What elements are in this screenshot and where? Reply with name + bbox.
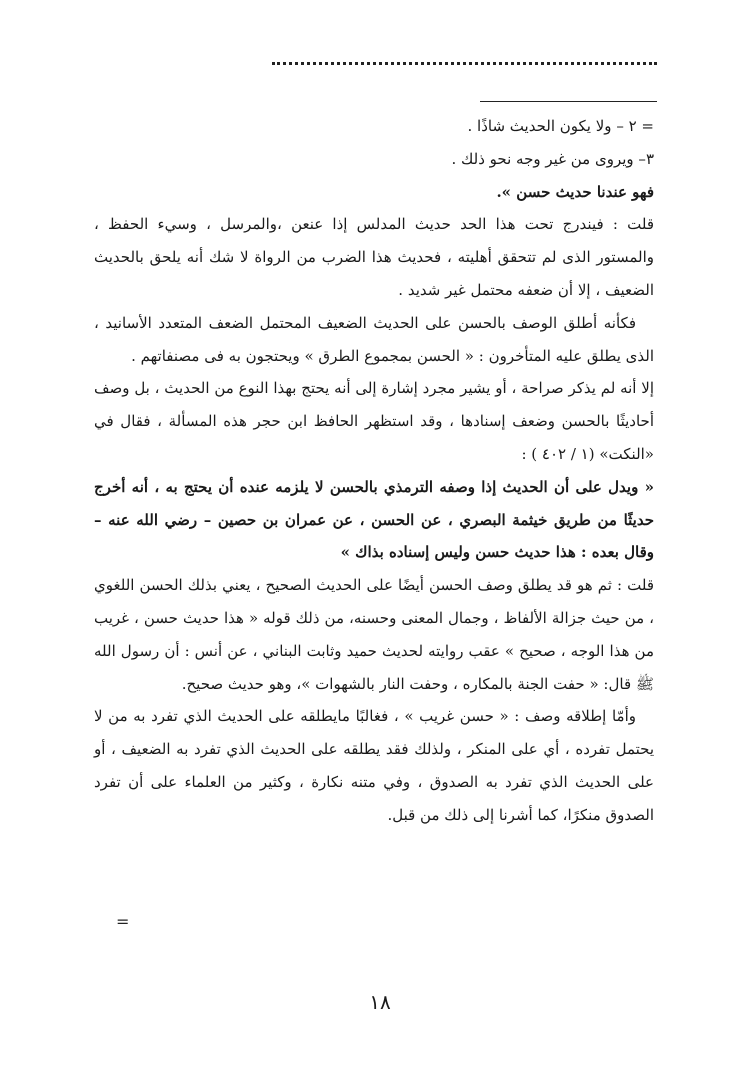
paragraph-5: فكأنه أطلق الوصف بالحسن على الحديث الضعيف المحتمل الضعف المتعدد الأسانيد ، الذى يطلق عليه المتأخرون : « الحسن بمجموع الطرق » ويحتجون به فى مصنفاتهم . (94, 313, 654, 365)
paragraph-7-quote: « ويدل على أن الحديث إذا وصفه الترمذي بالحسن لا يلزمه عنده أن يحتج به ، أنه أخرج حديثًا من طريق خيثمة البصري ، عن الحسن ، عن عمران بن حصين – رضي الله عنه – وقال بعده : هذا حديث حسن وليس إسناده بذاك » (94, 477, 654, 562)
page-number: ١٨ (369, 990, 391, 1014)
footnote-separator-rule (480, 101, 657, 102)
paragraph-1: = ٢ – ولا يكون الحديث شاذًا . (467, 117, 654, 135)
paragraph-3: فهو عندنا حديث حسن ». (496, 182, 654, 201)
paragraph-2: ٣– ويروى من غير وجه نحو ذلك . (451, 149, 654, 168)
header-dotted-line (272, 62, 657, 65)
paragraph-4: قلت : فيندرج تحت هذا الحد حديث المدلس إذا عنعن ،والمرسل ، وسيء الحفظ ، والمستور الذى لم تتحقق أهليته ، فحديث هذا الضرب من الرواة لا شك أنه يلحق بالحديث الضعيف ، إلا أن ضعفه محتمل غير شديد . (94, 215, 654, 299)
page-body (94, 110, 654, 832)
paragraph-8: قلت : ثم هو قد يطلق وصف الحسن أيضًا على الحديث الصحيح ، يعني بذلك الحسن اللغوي ، من حيث جزالة الألفاظ ، وجمال المعنى وحسنه، من ذلك قوله « هذا حديث حسن ، غريب من هذا الوجه ، صحيح » عقب روايته لحديث حميد وثابت البناني ، عن أنس : أن رسول الله ﷺ قال: « حفت الجنة بالمكاره ، وحفت النار بالشهوات »، وهو حديث صحيح. (94, 576, 654, 693)
paragraph-6: إلا أنه لم يذكر صراحة ، أو يشير مجرد إشارة إلى أنه يحتج بهذا النوع من الحديث ، بل وصف أحاديثًا بالحسن وضعف إسنادها ، وقد استظهر الحافظ ابن حجر هذه المسألة ، فقال في «النكت» (١ / ٤٠٢ ) : (94, 379, 654, 463)
paragraph-9: وأمّا إطلاقه وصف : « حسن غريب » ، فغالبًا مايطلقه على الحديث الذي تفرد به من لا يحتمل تفرده ، أي على المنكر ، ولذلك فقد يطلقه على الحديث الذي تفرد به الضعيف ، أو على الحديث الذي تفرد به الصدوق ، وفي متنه نكارة ، وكثير من العلماء على أن تفرد الصدوق منكرًا، كما أشرنا إلى ذلك من قبل. (94, 707, 654, 824)
continuation-mark: = (116, 912, 130, 931)
